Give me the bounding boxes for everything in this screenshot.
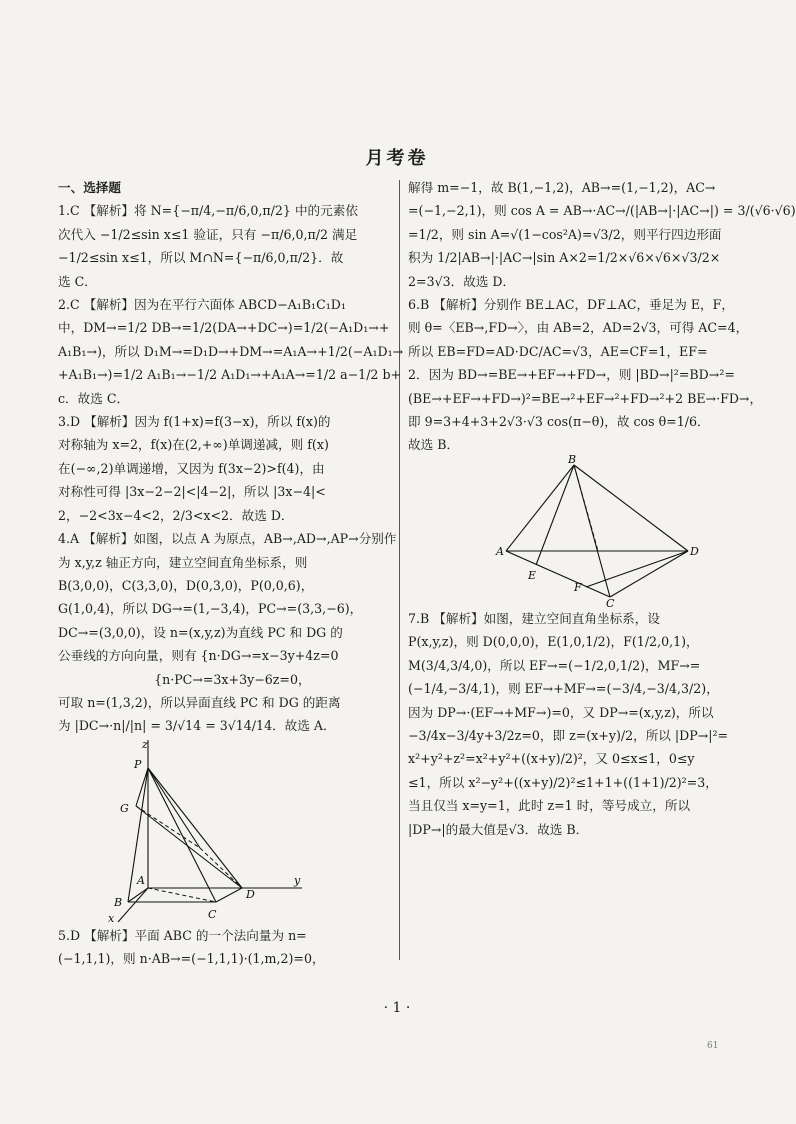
text-line: 次代入 −1/2≤sin x≤1 验证，只有 −π/6,0,π/2 满足 [58, 226, 358, 242]
text-line: B(3,0,0)，C(3,3,0)，D(0,3,0)，P(0,0,6)， [58, 577, 314, 593]
corner-mark: 61 [707, 1041, 719, 1051]
text-line: 为 |DC→·n|/|n| = 3/√14 = 3√14/14．故选 A． [58, 718, 336, 734]
point-label-B: B [114, 895, 123, 909]
point-label-A: A [137, 873, 145, 887]
text-line: 则 θ=〈EB→,FD→〉，由 AB=2，AD=2√3，可得 AC=4， [408, 320, 749, 336]
text-line: 公垂线的方向向量，则有 {n·DG→=x−3y+4z=0 [58, 648, 339, 664]
text-line: 5.D 【解析】平面 ABC 的一个法向量为 n= [58, 927, 307, 943]
text-line: −3/4x−3/4y+3/2z=0，即 z=(x+y)/2，所以 |DP→|²= [408, 727, 729, 743]
section-heading: 一、选择题 [58, 180, 121, 195]
page-title: 月考卷 [365, 148, 429, 169]
text-line: =(−1,−2,1)，则 cos A = AB→·AC→/(|AB→|·|AC→|) = 3/(√6·√6) [408, 203, 796, 219]
text-line: P(x,y,z)，则 D(0,0,0)，E(1,0,1/2)，F(1/2,0,1)， [408, 634, 699, 650]
text-line: 当且仅当 x=y=1，此时 z=1 时，等号成立，所以 [408, 798, 691, 814]
text-line: (−1,1,1)，则 n·AB→=(−1,1,1)·(1,m,2)=0， [58, 951, 325, 967]
text-line: c．故选 C． [58, 390, 130, 406]
text-line: 因为 DP→·(EF→+MF→)=0，又 DP→=(x,y,z)，所以 [408, 704, 714, 720]
text-line: 所以 EB=FD=AD·DC/AC=√3，AE=CF=1，EF= [408, 343, 708, 359]
text-line: (−1/4,−3/4,1)，则 EF→+MF→=(−3/4,−3/4,3/2)， [408, 681, 719, 697]
point-label-A: A [496, 544, 504, 558]
text-line: 可取 n=(1,3,2)，所以异面直线 PC 和 DG 的距离 [58, 694, 341, 710]
text-line: 解得 m=−1，故 B(1,−1,2)，AB→=(1,−1,2)，AC→ [408, 180, 716, 195]
text-line: 对称性可得 |3x−2−2|<|4−2|，所以 |3x−4|< [58, 484, 326, 500]
text-line: 6.B 【解析】分别作 BE⊥AC，DF⊥AC，垂足为 E，F， [408, 297, 734, 313]
text-line: G(1,0,4)，所以 DG→=(1,−3,4)，PC→=(3,3,−6)， [58, 601, 363, 617]
text-line: 为 x,y,z 轴正方向，建立空间直角坐标系，则 [58, 554, 308, 570]
point-label-B: B [568, 452, 577, 466]
text-line: 2.C 【解析】因为在平行六面体 ABCD−A₁B₁C₁D₁ [58, 297, 346, 313]
text-line: 2，−2<3x−4<2，2/3<x<2．故选 D． [58, 507, 294, 523]
text-line: 3.D 【解析】因为 f(1+x)=f(3−x)，所以 f(x)的 [58, 414, 331, 430]
text-line: 1.C 【解析】将 N={−π/4,−π/6,0,π/2} 中的元素依 [58, 203, 358, 219]
point-label-C: C [208, 907, 217, 921]
point-label-E: E [528, 568, 537, 582]
text-line: 4.A 【解析】如图，以点 A 为原点，AB→,AD→,AP→分别作 [58, 531, 397, 547]
text-line: {n·PC→=3x+3y−6z=0， [58, 671, 311, 687]
axis-label-x: x [108, 911, 115, 925]
right-column [408, 176, 796, 841]
point-label-P: P [134, 757, 142, 771]
column-divider [399, 180, 400, 960]
text-line: −1/2≤sin x≤1，所以 M∩N={−π/6,0,π/2}．故 [58, 250, 344, 266]
axis-label-z: z [142, 737, 148, 751]
text-line: 2=3√3．故选 D． [408, 273, 516, 289]
text-line: 2．因为 BD→=BE→+EF→+FD→，则 |BD→|²=BD→²= [408, 367, 735, 383]
text-line: (BE→+EF→+FD→)²=BE→²+EF→²+FD→²+2 BE→·FD→， [408, 390, 763, 406]
axis-label-y: y [294, 873, 301, 887]
point-label-D: D [246, 887, 255, 901]
text-line: DC→=(3,0,0)，设 n=(x,y,z)为直线 PC 和 DG 的 [58, 624, 343, 640]
text-line: 积为 1/2|AB→|·|AC→|sin A×2=1/2×√6×√6×√3/2× [408, 250, 721, 266]
point-label-C: C [606, 596, 615, 610]
point-label-G: G [120, 801, 129, 815]
text-line: 故选 B． [408, 437, 460, 453]
page-number: · 1 · [383, 1000, 411, 1016]
text-line: +A₁B₁→)=1/2 A₁B₁→−1/2 A₁D₁→+A₁A→=1/2 a−1/2 b+ [58, 367, 402, 383]
text-line: ≤1，所以 x²−y²+((x+y)/2)²≤1+1+((1+1)/2)²=3， [408, 774, 718, 790]
left-column [58, 176, 404, 971]
text-line: 选 C． [58, 273, 97, 289]
text-line: M(3/4,3/4,0)，所以 EF→=(−1/2,0,1/2)，MF→= [408, 657, 701, 673]
text-line: 即 9=3+4+3+2√3·√3 cos(π−θ)，故 cos θ=1/6． [408, 414, 710, 430]
text-line: 对称轴为 x=2，f(x)在(2,+∞)单调递减，则 f(x) [58, 437, 329, 453]
text-line: =1/2，则 sin A=√(1−cos²A)=√3/2，则平行四边形面 [408, 226, 722, 242]
text-line: 7.B 【解析】如图，建立空间直角坐标系，设 [408, 610, 660, 626]
figure-tetrahedron [496, 452, 699, 610]
text-line: A₁B₁→)，所以 D₁M→=D₁D→+DM→=A₁A→+1/2(−A₁D₁→ [58, 343, 404, 359]
point-label-D: D [690, 544, 699, 558]
figure-pyramid-coordinate [106, 738, 306, 924]
point-label-F: F [574, 580, 582, 594]
text-line: 中，DM→=1/2 DB→=1/2(DA→+DC→)=1/2(−A₁D₁→+ [58, 320, 390, 336]
text-line: 在(−∞,2)单调递增，又因为 f(3x−2)>f(4)，由 [58, 460, 325, 476]
text-line: x²+y²+z²=x²+y²+((x+y)/2)²，又 0≤x≤1，0≤y [408, 751, 695, 767]
text-line: |DP→|的最大值是√3．故选 B． [408, 821, 589, 837]
